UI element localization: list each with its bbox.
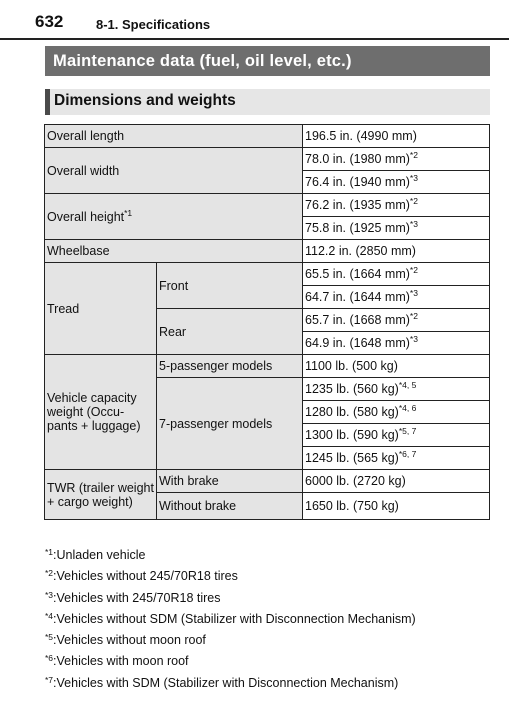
subheading: Dimensions and weights: [54, 92, 236, 109]
row-label: Tread: [45, 263, 157, 355]
value-cell: 64.9 in. (1648 mm)$^{*3}$: [303, 332, 490, 355]
footnote: $^{*2}$:Vehicles without 245/70R18 tires: [45, 568, 238, 584]
value-cell: 1280 lb. (580 kg)$^{*4, 6}$: [303, 401, 490, 424]
table-row: [45, 355, 490, 378]
value-cell: 1650 lb. (750 kg): [303, 493, 490, 520]
table-row: [45, 470, 490, 493]
footnote: $^{*3}$:Vehicles with 245/70R18 tires: [45, 589, 221, 605]
value-cell: 78.0 in. (1980 mm)$^{*2}$: [303, 148, 490, 171]
table-row: [45, 240, 490, 263]
header-rule: [0, 38, 509, 40]
row-label: TWR (trailer weight + cargo weight): [45, 470, 157, 520]
sub-label: Rear: [157, 309, 303, 355]
row-label: Wheelbase: [45, 240, 303, 263]
page-title: Maintenance data (fuel, oil level, etc.): [45, 46, 490, 76]
dimensions-table: [44, 124, 490, 520]
row-label: Overall length: [45, 125, 303, 148]
value-cell: 76.2 in. (1935 mm)$^{*2}$: [303, 194, 490, 217]
value-cell: 112.2 in. (2850 mm): [303, 240, 490, 263]
sub-label: Front: [157, 263, 303, 309]
table-row: [45, 194, 490, 217]
sub-label: With brake: [157, 470, 303, 493]
table-row: [45, 263, 490, 286]
subheading-accent: [45, 89, 50, 115]
footnote: $^{*7}$:Vehicles with SDM (Stabilizer with Disconnection Mechanism): [45, 674, 399, 690]
value-cell: 1235 lb. (560 kg)$^{*4, 5}$: [303, 378, 490, 401]
page-header: [0, 0, 509, 40]
value-cell: 1300 lb. (590 kg)$^{*5, 7}$: [303, 424, 490, 447]
value-cell: 65.5 in. (1664 mm)$^{*2}$: [303, 263, 490, 286]
page-number: 632: [35, 12, 64, 31]
footnote: $^{*1}$:Unladen vehicle: [45, 547, 146, 562]
value-cell: 64.7 in. (1644 mm)$^{*3}$: [303, 286, 490, 309]
footnote: $^{*4}$:Vehicles without SDM (Stabilizer with Disconnection Mechanism): [45, 610, 416, 626]
table-row: [45, 125, 490, 148]
value-cell: 196.5 in. (4990 mm): [303, 125, 490, 148]
row-label: Overall width: [45, 148, 303, 194]
subheading-bar: [45, 89, 490, 115]
section-title: 8-1. Specifications: [96, 17, 211, 32]
sub-label: 5-passenger models: [157, 355, 303, 378]
value-cell: 76.4 in. (1940 mm)$^{*3}$: [303, 171, 490, 194]
sub-label: Without brake: [157, 493, 303, 520]
footnote: $^{*6}$:Vehicles with moon roof: [45, 653, 189, 669]
value-cell: 65.7 in. (1668 mm)$^{*2}$: [303, 309, 490, 332]
row-label: Vehicle capacity weight (Occu-pants + luggage): [45, 355, 157, 470]
row-label: Overall height$^{*1}$: [45, 194, 303, 240]
value-cell: 75.8 in. (1925 mm)$^{*3}$: [303, 217, 490, 240]
value-cell: 1100 lb. (500 kg): [303, 355, 490, 378]
table-row: [45, 148, 490, 171]
footnote: $^{*5}$:Vehicles without moon roof: [45, 632, 206, 648]
footnotes: [45, 545, 416, 694]
value-cell: 1245 lb. (565 kg)$^{*6, 7}$: [303, 447, 490, 470]
sub-label: 7-passenger models: [157, 378, 303, 470]
value-cell: 6000 lb. (2720 kg): [303, 470, 490, 493]
